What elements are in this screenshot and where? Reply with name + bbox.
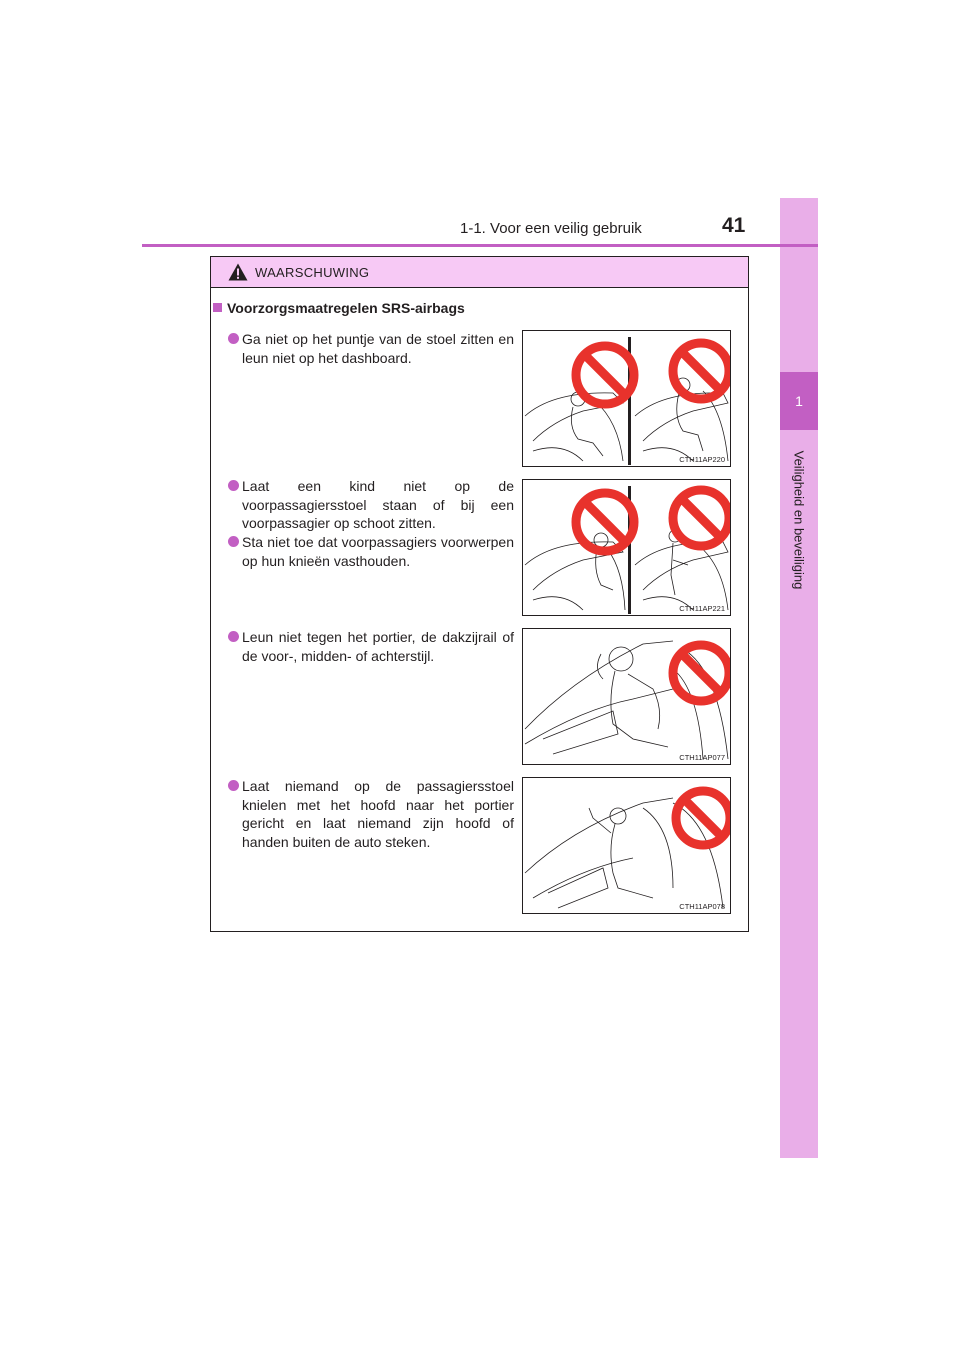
list-item: Sta niet toe dat voorpassagiers voorwerpen op hun knieën vasthouden. [228, 533, 514, 570]
section-heading: 1-1. Voor een veilig gebruik [460, 220, 642, 237]
warning-header [211, 257, 748, 288]
warning-label: WAARSCHUWING [255, 265, 370, 280]
prohibition-icon [673, 343, 729, 399]
prohibition-icon [576, 346, 634, 404]
chapter-side-strip [780, 198, 818, 1158]
bullet-icon [228, 536, 239, 547]
list-item: Leun niet tegen het portier, de dakzijrail of de voor-, midden- of achterstijl. [228, 628, 514, 665]
illustration-leaning-dashboard [522, 330, 731, 467]
bullet-icon [228, 480, 239, 491]
illustration-kneeling-seat [522, 777, 731, 914]
illustration-leaning-door [522, 628, 731, 765]
figure-code: CTH11AP078 [679, 902, 725, 911]
prohibition-icon [673, 645, 729, 701]
chapter-title: Veiligheid en beveiliging [791, 450, 807, 590]
warning-triangle-icon [228, 263, 248, 281]
bullet-icon [228, 631, 239, 642]
list-item: Laat een kind niet op de voorpassagiersstoel staan of bij een voorpassagier op schoot zitten. [228, 477, 514, 533]
page-number: 41 [722, 214, 746, 237]
figure-code: CTH11AP077 [679, 753, 725, 762]
header-rule [142, 244, 818, 247]
list-item: Ga niet op het puntje van de stoel zitten en leun niet op het dashboard. [228, 330, 514, 367]
bullet-icon [228, 780, 239, 791]
list-item: Laat niemand op de passagiersstoel knielen met het hoofd naar het portier gericht en laat niemand zijn hoofd of handen buiten de auto steken. [228, 777, 514, 851]
prohibition-icon [673, 490, 729, 546]
chapter-number: 1 [795, 393, 803, 409]
prohibition-icon [676, 791, 730, 845]
square-bullet-icon [213, 303, 222, 312]
prohibition-icon [576, 493, 634, 551]
airbag-precautions-title: Voorzorgsmaatregelen SRS-airbags [213, 300, 465, 316]
figure-code: CTH11AP221 [679, 604, 725, 613]
illustration-child-standing [522, 479, 731, 616]
bullet-icon [228, 333, 239, 344]
figure-code: CTH11AP220 [679, 455, 725, 464]
